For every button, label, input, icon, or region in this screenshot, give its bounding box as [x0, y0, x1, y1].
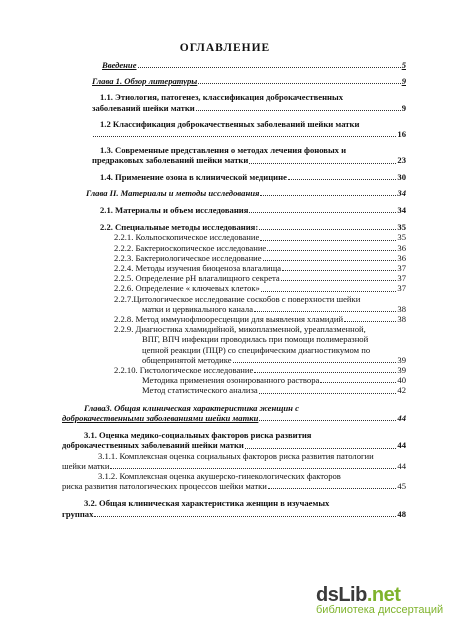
toc-page-number: 40 — [397, 375, 406, 386]
toc-entry-label: 1.3. Современные представления о методах лечения фоновых и — [100, 145, 347, 156]
toc-entry-label: 2.2.5. Определение рН влагалищного секрета — [114, 273, 280, 284]
toc-entry-label: 2.2.4. Методы изучения биоценоза влагалища — [114, 263, 282, 274]
toc-entry-label-cont: цепной реакции (ПЦР) со специфическим диагностикумом по — [142, 344, 371, 355]
toc-page-number: 9 — [401, 76, 406, 87]
toc-entry-label: 1.2 Классификация доброкачественных заболеваний шейки матки — [100, 118, 360, 129]
dot-leader — [94, 515, 396, 517]
toc-entry-chapter-1[interactable] — [92, 76, 406, 86]
dot-leader — [260, 194, 396, 196]
toc-page-number: 30 — [397, 171, 406, 182]
toc-page-number: 37 — [397, 273, 406, 284]
toc-page-number: 23 — [397, 155, 406, 166]
toc-page-number: 44 — [397, 460, 406, 471]
toc-page-number: 37 — [397, 263, 406, 274]
dot-leader — [254, 310, 396, 312]
watermark-brand: dsLib — [316, 584, 367, 606]
toc-entry-label: 3.1.1. Комплексная оценка социальных факторов риска развития патологии — [98, 450, 374, 461]
toc-entry-label: 2.2.3. Бактериологическое исследование — [114, 252, 262, 263]
toc-entry-label: Глава 1. Обзор литературы — [92, 76, 198, 87]
dot-leader — [261, 290, 397, 292]
toc-entry-label-cont: доброкачественных заболеваний шейки матки — [62, 440, 244, 451]
dot-leader — [249, 211, 396, 213]
dot-leader — [233, 361, 397, 363]
toc-entry-chapter-2[interactable] — [86, 188, 406, 198]
dot-leader — [268, 487, 397, 489]
dot-leader — [282, 269, 396, 271]
toc-page-number: 36 — [397, 252, 406, 263]
toc-page-number: 9 — [401, 102, 406, 113]
dot-leader — [263, 259, 397, 261]
toc-entry-label-cont: риска развития патологических процессов шейки матки — [62, 481, 267, 492]
toc-page-number: 44 — [397, 412, 406, 423]
toc-page-number: 37 — [397, 283, 406, 294]
toc-entry-3-2[interactable] — [62, 498, 406, 518]
watermark-subtitle: библиотека диссертаций — [316, 604, 444, 616]
dot-leader — [288, 178, 397, 180]
dslib-watermark[interactable] — [316, 584, 446, 616]
toc-entry-2-2[interactable] — [100, 222, 406, 232]
toc-page-number: 36 — [397, 242, 406, 253]
watermark-tld: .net — [366, 584, 401, 606]
toc-page-number: 35 — [397, 232, 406, 243]
toc-entry-1-1[interactable] — [92, 92, 406, 112]
toc-entry-2-2-8[interactable] — [114, 314, 406, 324]
dot-leader — [259, 228, 396, 230]
toc-entry-label-cont: предраковых заболеваний шейки матки — [92, 155, 249, 166]
toc-entry-2-2-6[interactable] — [114, 283, 406, 293]
toc-page-number: 38 — [397, 314, 406, 325]
toc-page-number: 44 — [397, 440, 406, 451]
toc-page-number: 34 — [397, 187, 406, 198]
toc-entry-label-cont: доброкачественными заболеваниями шейки матки — [62, 412, 259, 423]
toc-entry-2-2-7[interactable] — [114, 294, 406, 314]
toc-entry-intro[interactable] — [102, 60, 406, 70]
toc-entry-2-2-5[interactable] — [114, 273, 406, 283]
dot-leader — [93, 135, 396, 137]
dot-leader — [254, 371, 396, 373]
toc-entry-label-cont: матки и цервикального канала — [142, 303, 254, 314]
toc-entry-label-cont: группах — [62, 508, 94, 519]
toc-page-number: 45 — [397, 481, 406, 492]
toc-entry-chapter-3[interactable] — [62, 403, 406, 423]
toc-entry-statistics[interactable] — [142, 385, 406, 395]
toc-entry-1-4[interactable] — [100, 172, 406, 182]
toc-entry-3-1[interactable] — [62, 430, 406, 450]
table-of-contents — [62, 60, 406, 519]
toc-entry-label: 1.4. Применение озона в клинической медицине — [100, 171, 287, 182]
toc-entry-label: 3.1. Оценка медико-социальных факторов риска развития — [84, 430, 312, 441]
toc-entry-3-1-2[interactable] — [62, 471, 406, 491]
toc-entry-label: 2.2. Специальные методы исследования: — [100, 222, 259, 233]
toc-entry-label: 2.2.9. Диагностика хламидийной, микоплазменной, уреаплазменной, — [114, 324, 366, 335]
dot-leader — [260, 239, 396, 241]
toc-entry-3-1-1[interactable] — [62, 451, 406, 471]
toc-entry-label: Введение — [102, 60, 137, 70]
toc-entry-2-2-10[interactable] — [114, 365, 406, 375]
toc-entry-label: 2.2.2. Бактериоскопическое исследование — [114, 242, 267, 253]
dot-leader — [110, 467, 396, 469]
toc-entry-2-2-1[interactable] — [114, 232, 406, 242]
toc-entry-2-2-3[interactable] — [114, 253, 406, 263]
toc-entry-label: 1.1. Этиология, патогенез, классификация доброкачественных — [100, 92, 344, 103]
toc-entry-label: 2.2.8. Метод иммунофлюоресценции для выявления хламидий — [114, 314, 344, 325]
toc-page-number: 48 — [397, 508, 406, 519]
toc-page-number: 39 — [397, 354, 406, 365]
toc-page-number: 35 — [397, 222, 406, 233]
toc-entry-1-3[interactable] — [92, 145, 406, 165]
toc-page-number: 16 — [397, 129, 406, 140]
toc-entry-label: Глава3. Общая клиническая характеристика женщин с — [84, 402, 299, 413]
toc-entry-label: 3.2. Общая клиническая характеристика женщин в изучаемых — [84, 498, 330, 509]
toc-entry-2-1[interactable] — [100, 205, 406, 215]
dot-leader — [281, 279, 397, 281]
dot-leader — [138, 66, 401, 68]
toc-entry-label: 2.2.10. Гистологическое исследование — [114, 365, 254, 376]
dot-leader — [320, 381, 396, 383]
page-title: ОГЛАВЛЕНИЕ — [179, 42, 271, 54]
dot-leader — [198, 82, 400, 84]
toc-page-number: 5 — [401, 60, 406, 70]
toc-entry-2-2-4[interactable] — [114, 263, 406, 273]
toc-entry-1-2[interactable] — [92, 119, 406, 139]
toc-page-number: 39 — [397, 365, 406, 376]
toc-page-number: 42 — [397, 385, 406, 396]
toc-entry-label-cont: общепринятой методике — [142, 354, 232, 365]
toc-entry-label: 2.2.7.Цитологическое исследование соскобов с поверхности шейки — [114, 293, 361, 304]
toc-page-number: 38 — [397, 303, 406, 314]
toc-page-number: 34 — [397, 205, 406, 216]
dot-leader — [249, 162, 396, 164]
toc-entry-2-2-2[interactable] — [114, 243, 406, 253]
dot-leader — [259, 392, 397, 394]
toc-entry-label-cont: шейки матки — [62, 460, 110, 471]
dot-leader — [344, 320, 396, 322]
toc-entry-label: 3.1.2. Комплексная оценка акушерско-гинекологических факторов — [98, 470, 341, 481]
toc-entry-label-cont: ВПГ, ВПЧ инфекции проводилась при помощи полимеразной — [142, 334, 369, 345]
toc-entry-ozone-method[interactable] — [142, 375, 406, 385]
toc-entry-label: 2.1. Материалы и объем исследования — [100, 205, 249, 216]
dot-leader — [267, 249, 396, 251]
toc-entry-label: Глава II. Материалы и методы исследования — [86, 187, 260, 198]
dot-leader — [259, 419, 396, 421]
toc-entry-label: Метод статистического анализа — [142, 385, 258, 396]
toc-entry-label: 2.2.6. Определение « ключевых клеток» — [114, 283, 260, 294]
dot-leader — [196, 109, 401, 111]
toc-entry-label: 2.2.1. Кольпоскопическое исследование — [114, 232, 260, 243]
toc-entry-label-cont: заболеваний шейки матки — [92, 102, 195, 113]
toc-entry-2-2-9[interactable] — [114, 324, 406, 365]
dot-leader — [245, 447, 397, 449]
toc-entry-label: Методика применения озонированного раствора — [142, 375, 320, 386]
